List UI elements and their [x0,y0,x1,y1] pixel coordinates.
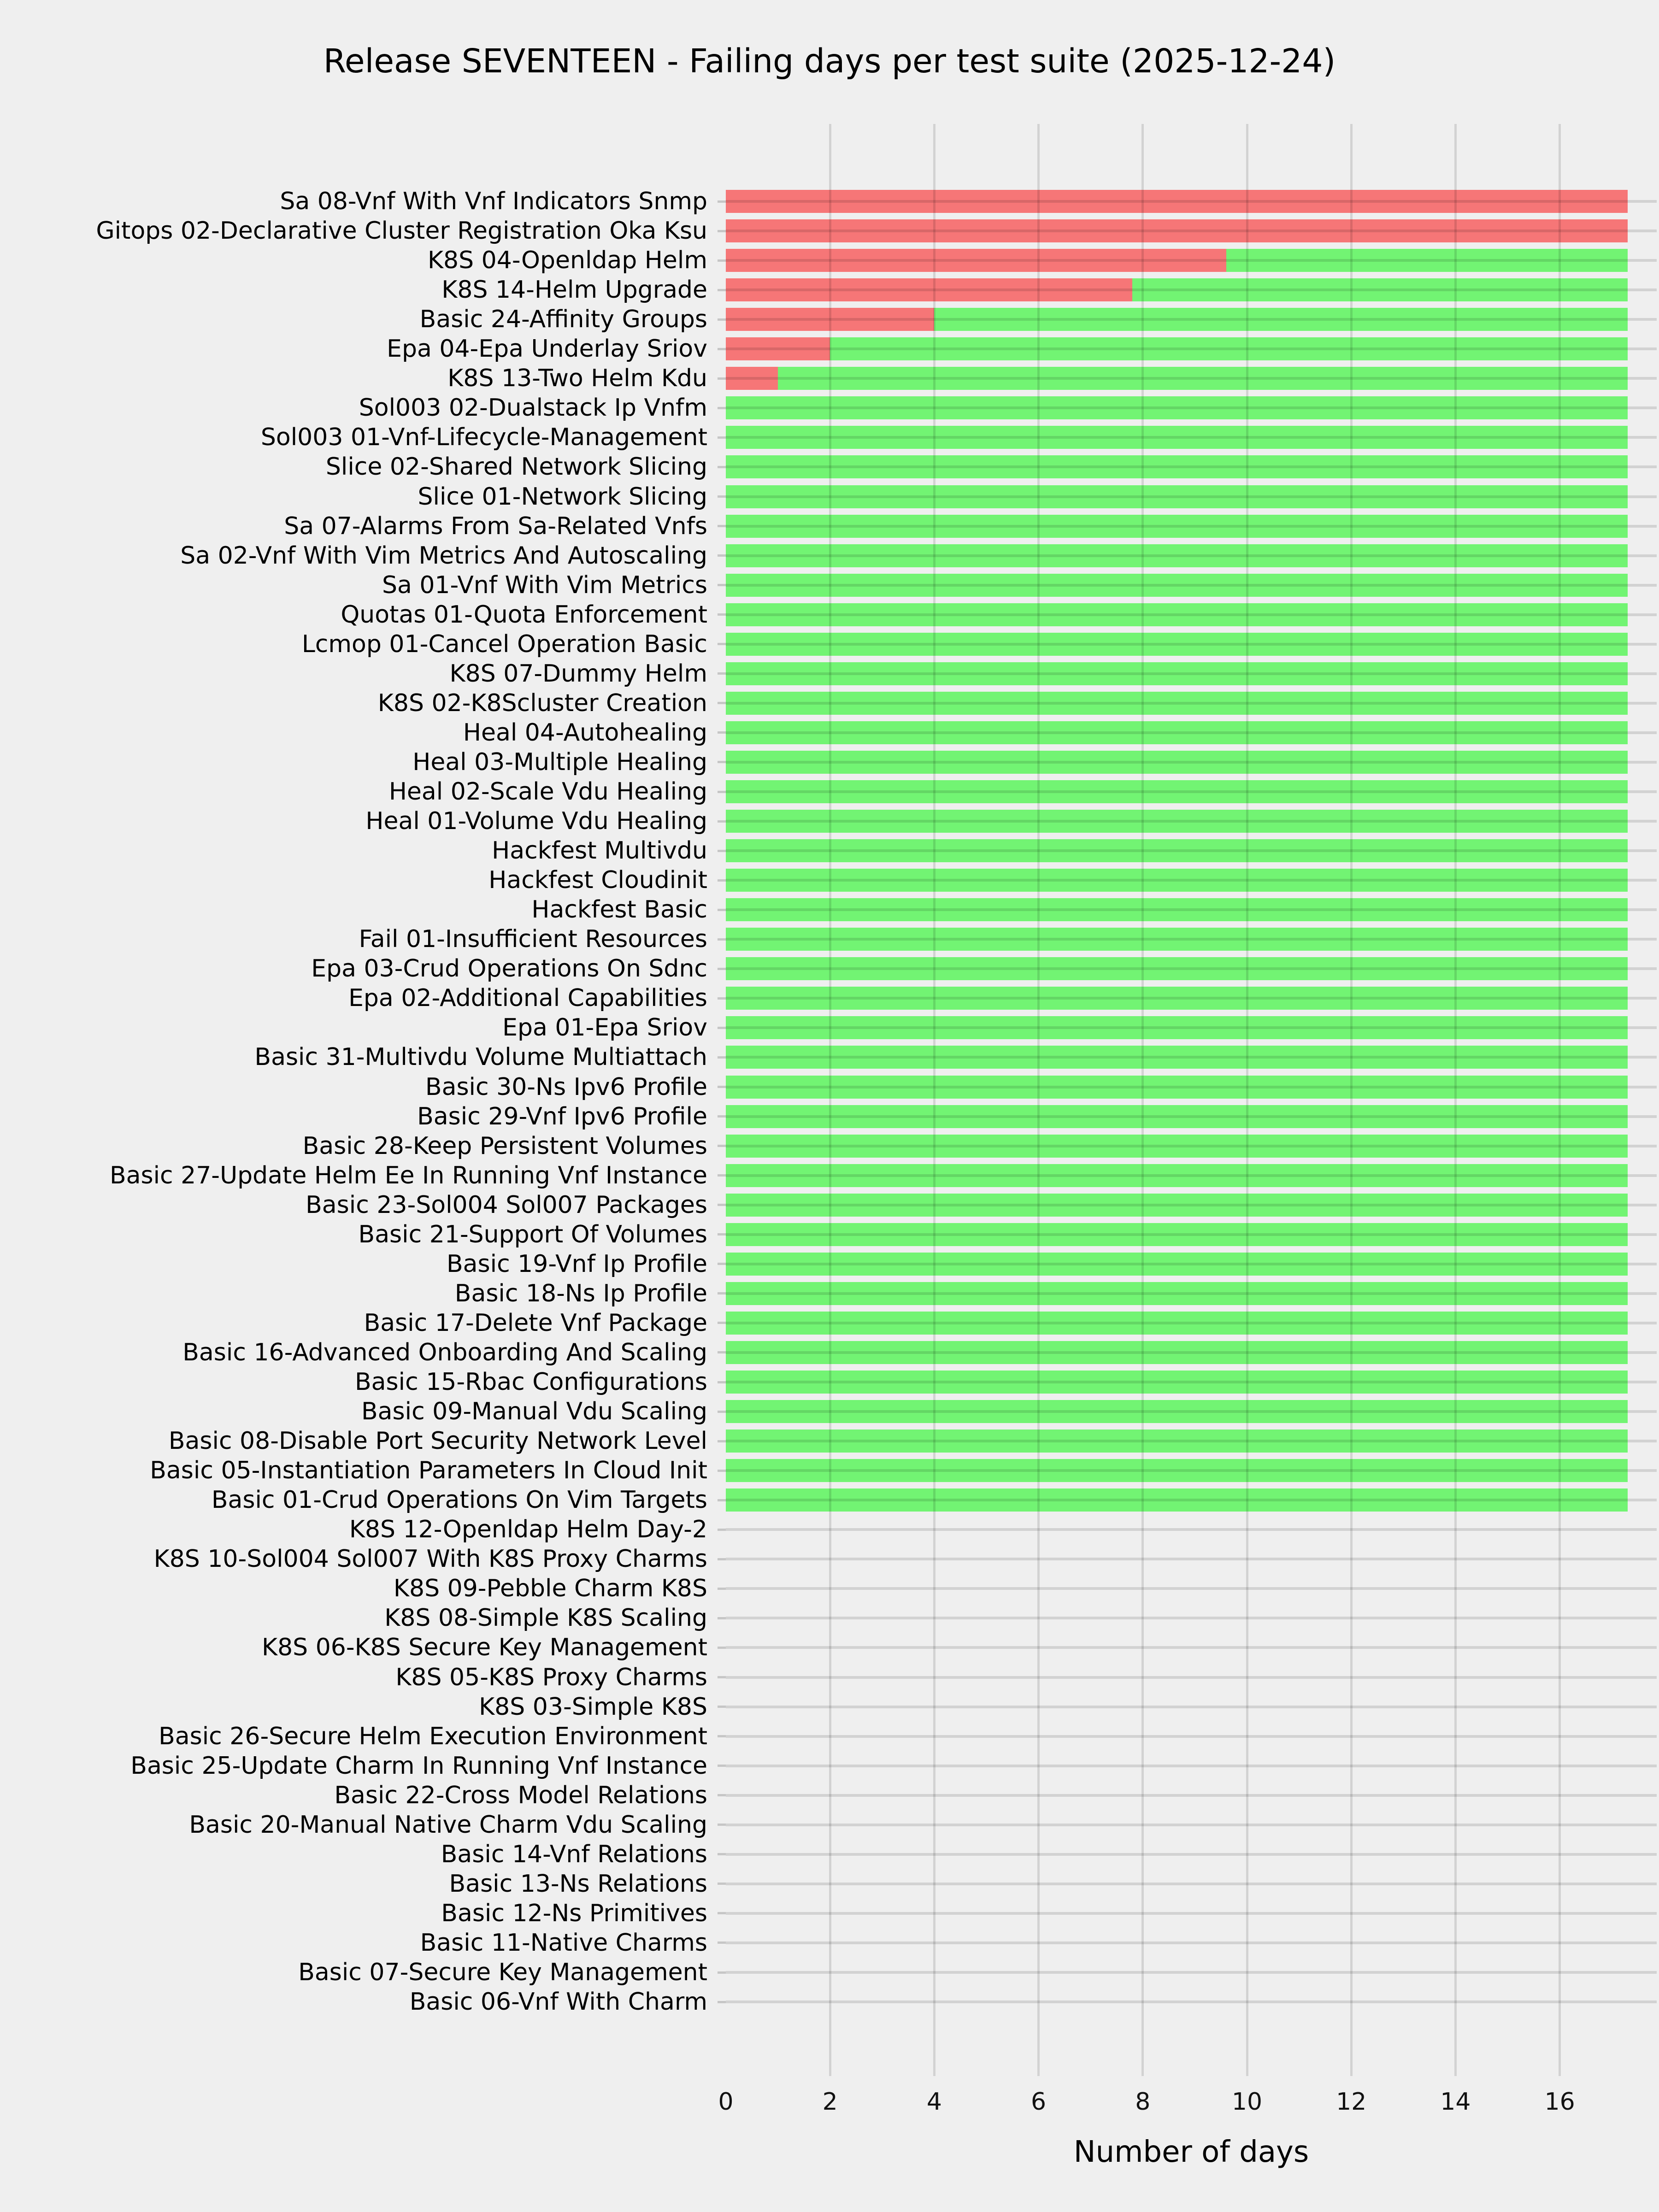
h-gridline [726,1706,1657,1708]
y-tick-mark [718,702,726,704]
h-gridline [726,1469,1657,1472]
y-tick-mark [718,909,726,911]
h-gridline [726,584,1657,587]
plot-area [726,124,1657,2076]
y-tick-mark [718,1233,726,1235]
y-tick-mark [718,348,726,350]
h-gridline [726,347,1657,350]
h-gridline [726,465,1657,468]
h-gridline [726,1086,1657,1088]
x-tick-label: 2 [822,2088,838,2116]
h-gridline [726,1263,1657,1265]
h-gridline [726,1971,1657,1974]
y-tick-mark [718,1086,726,1088]
y-tick-mark [718,289,726,291]
y-tick-mark [718,407,726,409]
y-axis-label: Hackfest Cloudinit [488,866,707,894]
v-gridline [1246,124,1248,2076]
h-gridline [726,1676,1657,1679]
y-tick-mark [718,230,726,232]
y-axis-label: Fail 01-Insufficient Resources [359,925,707,953]
h-gridline [726,613,1657,616]
y-tick-mark [718,1529,726,1531]
y-tick-mark [718,997,726,1000]
y-tick-mark [718,850,726,852]
h-gridline [726,1528,1657,1531]
x-axis-ticks [718,2087,1657,2119]
y-axis-label: K8S 05-K8S Proxy Charms [395,1663,707,1691]
y-axis-label: Lcmop 01-Cancel Operation Basic [301,630,707,658]
y-tick-mark [718,1381,726,1383]
y-tick-mark [718,613,726,616]
y-tick-mark [718,791,726,793]
h-gridline [726,377,1657,380]
y-tick-mark [718,1941,726,1944]
y-tick-mark [718,1706,726,1708]
y-tick-mark [718,1292,726,1294]
h-gridline [726,1499,1657,1501]
h-gridline [726,761,1657,764]
y-axis-label: K8S 06-K8S Secure Key Management [261,1634,707,1662]
y-axis-label: Sa 02-Vnf With Vim Metrics And Autoscaling [180,541,707,570]
x-tick-label: 4 [926,2088,942,2116]
y-tick-mark [718,1735,726,1737]
y-tick-mark [718,1440,726,1442]
h-gridline [726,938,1657,941]
y-tick-mark [718,1676,726,1678]
y-axis-label: Basic 08-Disable Port Security Network Level [168,1427,707,1455]
y-axis-label: Basic 26-Secure Helm Execution Environment [159,1722,707,1750]
y-axis-label: K8S 08-Simple K8S Scaling [384,1604,707,1632]
x-tick-label: 12 [1336,2088,1367,2116]
v-gridline [1559,124,1561,2076]
y-axis-label: Basic 23-Sol004 Sol007 Packages [306,1191,707,1219]
h-gridline [726,229,1657,232]
y-tick-mark [718,1115,726,1118]
x-tick-label: 6 [1031,2088,1047,2116]
y-axis-labels [0,124,707,2076]
y-tick-mark [718,968,726,970]
y-tick-mark [718,1853,726,1855]
y-axis-label: Basic 13-Ns Relations [449,1870,707,1898]
y-axis-label: Sol003 02-Dualstack Ip Vnfm [359,394,707,422]
y-tick-mark [718,377,726,380]
y-axis-label: K8S 12-Openldap Helm Day-2 [349,1516,707,1544]
y-tick-mark [718,1145,726,1147]
y-axis-label: K8S 04-Openldap Helm [427,247,707,275]
y-axis-label: Basic 07-Secure Key Management [298,1959,707,1986]
y-tick-mark [718,584,726,586]
y-axis-label: Epa 02-Additional Capabilities [348,984,707,1012]
h-gridline [726,2000,1657,2003]
y-axis-label: K8S 13-Two Helm Kdu [447,365,707,393]
y-tick-mark [718,1027,726,1029]
h-gridline [726,731,1657,734]
h-gridline [726,1646,1657,1649]
y-tick-mark [718,495,726,498]
y-tick-mark [718,1765,726,1767]
h-gridline [726,1381,1657,1383]
x-tick-label: 14 [1440,2088,1471,2116]
y-tick-mark [718,1883,726,1885]
h-gridline [726,1056,1657,1059]
y-axis-label: Basic 22-Cross Model Relations [334,1781,707,1809]
y-tick-mark [718,1647,726,1649]
y-tick-mark [718,1558,726,1560]
y-tick-mark [718,1204,726,1206]
y-axis-label: Basic 18-Ns Ip Profile [454,1279,707,1307]
y-axis-label: Basic 24-Affinity Groups [419,306,707,334]
h-gridline [726,1587,1657,1590]
y-axis-label: Epa 04-Epa Underlay Sriov [387,335,707,363]
h-gridline [726,879,1657,882]
y-axis-label: Heal 03-Multiple Healing [412,748,707,776]
h-gridline [726,1883,1657,1885]
h-gridline [726,436,1657,439]
y-axis-label: Sa 01-Vnf With Vim Metrics [382,571,707,599]
y-tick-mark [718,1470,726,1472]
y-axis-label: Sa 07-Alarms From Sa-Related Vnfs [284,512,707,540]
y-axis-label: K8S 03-Simple K8S [479,1693,707,1721]
h-gridline [726,790,1657,793]
v-gridline [1454,124,1457,2076]
h-gridline [726,1233,1657,1236]
y-tick-mark [718,643,726,645]
h-gridline [726,1115,1657,1118]
y-axis-label: Slice 02-Shared Network Slicing [325,453,707,481]
y-tick-mark [718,1617,726,1619]
y-tick-mark [718,1263,726,1265]
y-axis-label: Slice 01-Network Slicing [418,482,707,511]
y-tick-mark [718,1794,726,1796]
h-gridline [726,1912,1657,1915]
y-axis-label: Epa 03-Crud Operations On Sdnc [311,955,707,983]
y-tick-mark [718,1824,726,1826]
h-gridline [726,1351,1657,1354]
y-tick-mark [718,1411,726,1413]
h-gridline [726,200,1657,203]
y-axis-label: K8S 07-Dummy Helm [449,659,707,688]
x-tick-label: 8 [1135,2088,1151,2116]
h-gridline [726,288,1657,291]
y-tick-mark [718,672,726,675]
v-gridline [1037,124,1040,2076]
y-tick-mark [718,1588,726,1590]
y-axis-label: Basic 06-Vnf With Charm [409,1988,707,2016]
h-gridline [726,406,1657,409]
v-gridline [1141,124,1144,2076]
y-tick-mark [718,879,726,882]
h-gridline [726,849,1657,852]
x-tick-label: 10 [1231,2088,1263,2116]
h-gridline [726,702,1657,705]
y-axis-label: Sol003 01-Vnf-Lifecycle-Management [260,424,707,452]
y-axis-label: Basic 20-Manual Native Charm Vdu Scaling [189,1811,707,1839]
y-axis-label: K8S 10-Sol004 Sol007 With K8S Proxy Charms [153,1545,707,1573]
x-axis-label: Number of days [1073,2135,1309,2169]
y-axis-label: Basic 11-Native Charms [420,1929,707,1957]
y-axis-label: Basic 30-Ns Ipv6 Profile [425,1073,707,1101]
y-tick-mark [718,731,726,734]
h-gridline [726,643,1657,646]
y-tick-mark [718,318,726,321]
y-axis-label: Basic 01-Crud Operations On Vim Targets [211,1486,707,1514]
y-tick-mark [718,820,726,823]
y-axis-label: Heal 02-Scale Vdu Healing [388,778,707,806]
y-axis-label: Basic 21-Support Of Volumes [358,1220,707,1248]
y-axis-label: Basic 15-Rbac Configurations [355,1368,707,1396]
v-gridline [829,124,831,2076]
y-axis-label: K8S 14-Helm Upgrade [441,276,707,304]
h-gridline [726,318,1657,321]
h-gridline [726,1026,1657,1029]
y-axis-label: Basic 09-Manual Vdu Scaling [361,1398,707,1426]
y-axis-label: Basic 29-Vnf Ipv6 Profile [417,1102,707,1130]
y-tick-mark [718,525,726,527]
y-tick-mark [718,1912,726,1914]
y-tick-mark [718,436,726,439]
y-axis-label: Basic 25-Update Charm In Running Vnf Instance [130,1752,707,1780]
y-axis-label: Epa 01-Epa Sriov [502,1014,707,1042]
y-tick-mark [718,554,726,557]
y-axis-label: Basic 16-Advanced Onboarding And Scaling [182,1338,707,1366]
y-axis-label: Hackfest Multivdu [492,837,707,865]
y-axis-label: Basic 19-Vnf Ip Profile [446,1250,707,1278]
y-tick-mark [718,200,726,203]
chart-title: Release SEVENTEEN - Failing days per test suite (2025-12-24) [323,42,1336,80]
y-axis-label: K8S 09-Pebble Charm K8S [393,1575,707,1603]
h-gridline [726,1174,1657,1177]
y-tick-mark [718,761,726,763]
y-tick-mark [718,2001,726,2003]
y-axis-label: Basic 14-Vnf Relations [441,1840,707,1868]
h-gridline [726,525,1657,528]
h-gridline [726,1853,1657,1856]
h-gridline [726,908,1657,911]
h-gridline [726,1941,1657,1944]
h-gridline [726,967,1657,970]
h-gridline [726,495,1657,498]
h-gridline [726,1735,1657,1738]
y-axis-label: Basic 12-Ns Primitives [441,1899,707,1927]
y-axis-label: Basic 05-Instantiation Parameters In Cloud Init [150,1457,707,1485]
y-axis-label: Hackfest Basic [531,896,707,924]
h-gridline [726,1765,1657,1767]
y-tick-mark [718,1174,726,1177]
y-tick-mark [718,1351,726,1353]
y-axis-label: Quotas 01-Quota Enforcement [341,600,707,629]
y-axis-label: Basic 28-Keep Persistent Volumes [302,1132,707,1160]
h-gridline [726,1204,1657,1206]
y-axis-label: Basic 27-Update Helm Ee In Running Vnf Instance [109,1161,707,1189]
v-gridline [1350,124,1353,2076]
h-gridline [726,820,1657,823]
h-gridline [726,1292,1657,1295]
h-gridline [726,1440,1657,1442]
y-tick-mark [718,1056,726,1059]
y-axis-label: K8S 02-K8Scluster Creation [377,689,707,717]
h-gridline [726,1410,1657,1413]
h-gridline [726,554,1657,557]
y-axis-label: Heal 01-Volume Vdu Healing [365,807,707,835]
h-gridline [726,1145,1657,1147]
v-gridline [933,124,935,2076]
y-axis-label: Gitops 02-Declarative Cluster Registration Oka Ksu [96,217,707,245]
h-gridline [726,1824,1657,1826]
y-tick-mark [718,1499,726,1501]
h-gridline [726,1558,1657,1560]
y-tick-mark [718,466,726,468]
h-gridline [726,1617,1657,1619]
y-tick-mark [718,259,726,262]
y-tick-mark [718,1971,726,1974]
y-axis-label: Sa 08-Vnf With Vnf Indicators Snmp [280,188,707,215]
y-tick-mark [718,938,726,941]
y-axis-label: Heal 04-Autohealing [463,718,707,747]
h-gridline [726,672,1657,675]
y-tick-mark [718,1322,726,1324]
h-gridline [726,259,1657,262]
h-gridline [726,1322,1657,1324]
y-axis-label: Basic 31-Multivdu Volume Multiattach [254,1043,707,1071]
h-gridline [726,1794,1657,1797]
h-gridline [726,997,1657,1000]
x-tick-label: 16 [1544,2088,1575,2116]
y-axis-label: Basic 17-Delete Vnf Package [364,1309,707,1337]
x-tick-label: 0 [718,2088,734,2116]
